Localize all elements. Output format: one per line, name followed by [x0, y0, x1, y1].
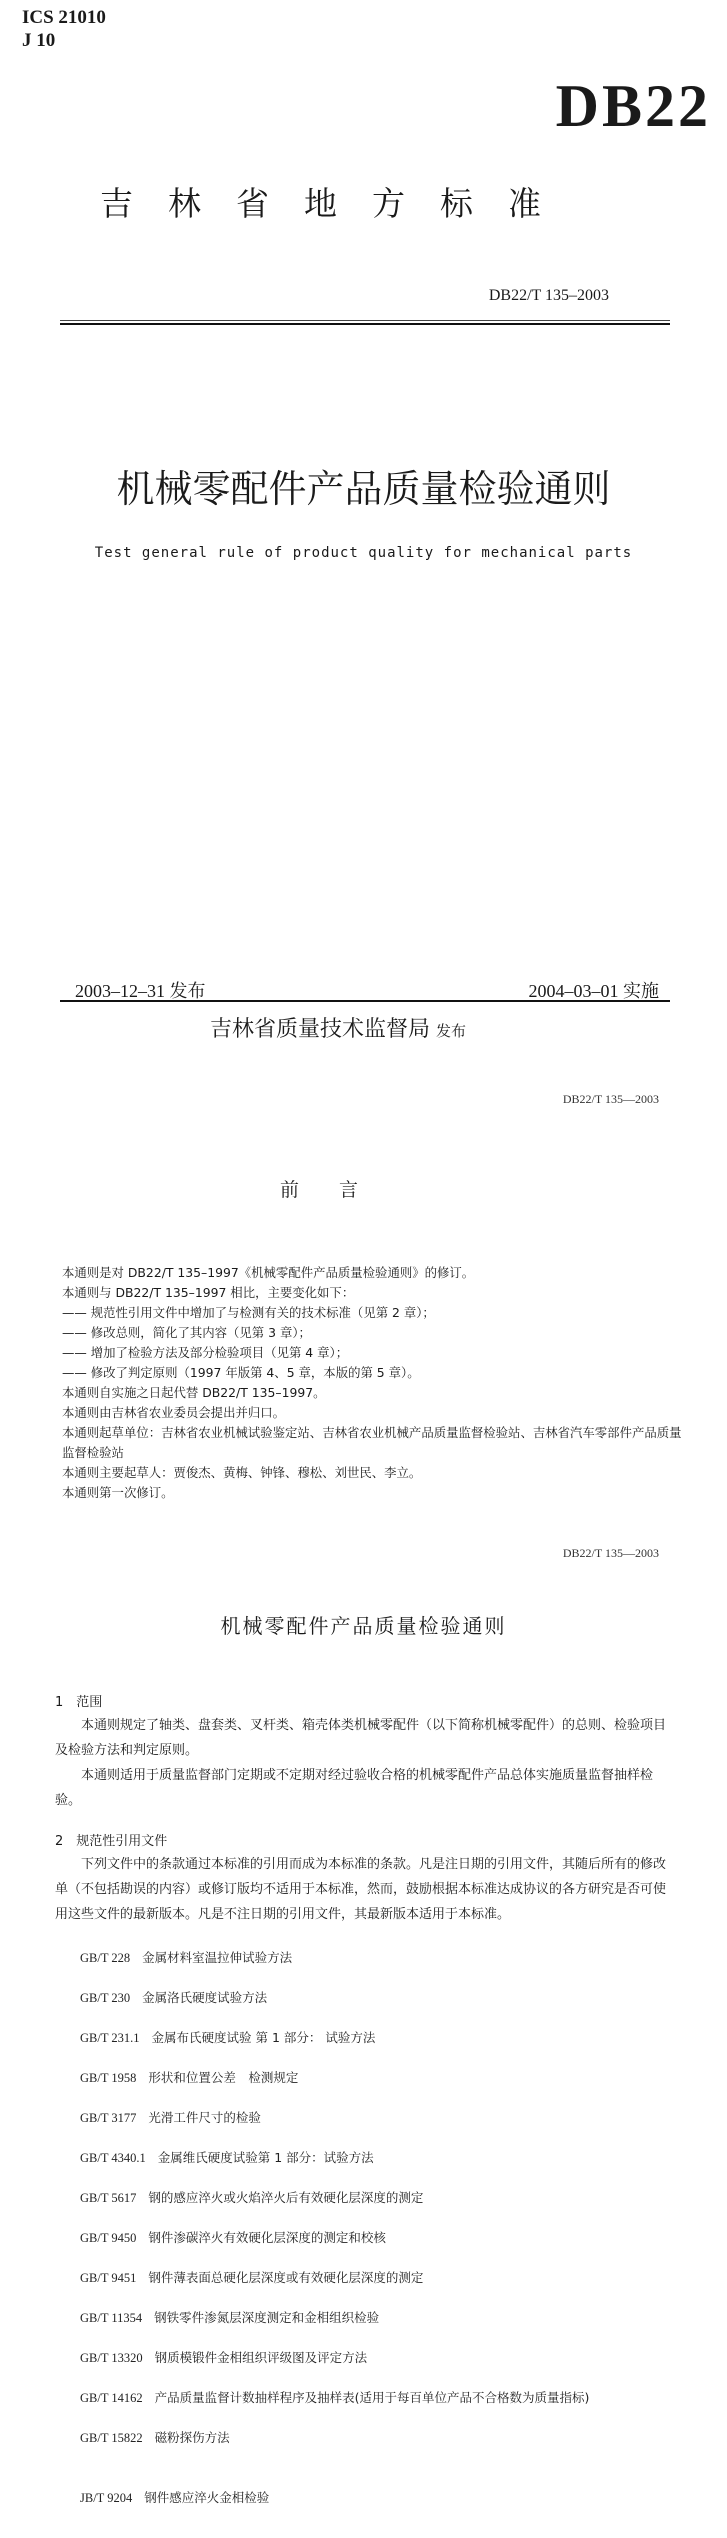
body-header-code: DB22/T 135—2003	[562, 1546, 659, 1560]
standard-number: DB22/T 135–2003	[488, 287, 609, 304]
section-2-paragraph-1: 下列文件中的条款通过本标准的引用而成为本标准的条款。凡是注日期的引用文件，其随后所有的修改单（不包括勘误的内容）或修订版均不适用于本标准，然而，鼓励根据本标准达成协议的各方研究是否可使用这些文件的最新版本。凡是不注日期的引用文件，其最新版本适用于本标准。	[55, 1857, 667, 1922]
reference-name: 钢的感应淬火或火焰淬火后有效硬化层深度的测定	[148, 2190, 424, 2205]
reference-code: GB/T 15822	[80, 2431, 143, 2445]
reference-code: GB/T 228	[80, 1951, 131, 1965]
reference-item	[80, 2068, 680, 2088]
preface-body	[62, 1263, 682, 1503]
reference-name: 钢质模锻件金相组织评级图及评定方法	[154, 2350, 368, 2365]
preface-line: 本通则自实施之日起代替 DB22/T 135–1997。	[62, 1385, 326, 1400]
preface-line: 本通则是对 DB22/T 135–1997《机械零配件产品质量检验通则》的修订。	[62, 1265, 475, 1280]
preface-header-code: DB22/T 135—2003	[562, 1092, 659, 1106]
standard-type: 吉林省地方标准	[100, 184, 576, 223]
reference-name: 钢件感应淬火金相检验	[144, 2490, 270, 2505]
reference-item	[80, 2348, 680, 2368]
reference-item	[80, 2308, 680, 2328]
preface-line: 本通则与 DB22/T 135–1997 相比，主要变化如下：	[62, 1285, 355, 1300]
issuer	[210, 1012, 466, 1043]
reference-name: 钢件渗碳淬火有效硬化层深度的测定和校核	[148, 2230, 386, 2245]
reference-code: GB/T 230	[80, 1991, 131, 2005]
reference-item	[80, 2028, 680, 2048]
effective-date: 2004–03–01 实施	[528, 981, 659, 1001]
section-2-text	[55, 1852, 675, 1927]
reference-name: 金属布氏硬度试验 第 1 部分： 试验方法	[151, 2030, 376, 2045]
document-title: 机械零配件产品质量检验通则	[116, 467, 611, 511]
preface-line: —— 修改了判定原则（1997 年版第 4、5 章，本版的第 5 章）。	[62, 1365, 420, 1380]
body-title: 机械零配件产品质量检验通则	[220, 1614, 507, 1638]
reference-name: 光滑工件尺寸的检验	[148, 2110, 261, 2125]
document-subtitle-en: Test general rule of product quality for mechanical parts	[94, 545, 633, 561]
reference-item	[80, 1948, 680, 1968]
reference-name: 形状和位置公差 检测规定	[148, 2070, 299, 2085]
section-1-heading: 1 范围	[55, 1695, 103, 1710]
reference-code: GB/T 13320	[80, 2351, 143, 2365]
reference-item	[80, 2388, 680, 2408]
reference-code: GB/T 3177	[80, 2111, 137, 2125]
reference-item	[80, 2108, 680, 2128]
reference-name: 金属材料室温拉伸试验方法	[142, 1950, 293, 1965]
reference-code: GB/T 1958	[80, 2071, 137, 2085]
reference-code: JB/T 9204	[80, 2491, 133, 2505]
issue-date: 2003–12–31 发布	[75, 981, 206, 1001]
section-1-paragraph-2: 本通则适用于质量监督部门定期或不定期对经过验收合格的机械零配件产品总体实施质量监督抽样检验。	[55, 1768, 654, 1808]
reference-item	[80, 2268, 680, 2288]
reference-name: 金属洛氏硬度试验方法	[142, 1990, 268, 2005]
section-1-paragraph-1: 本通则规定了轴类、盘套类、叉杆类、箱壳体类机械零配件（以下简称机械零配件）的总则、检验项目及检验方法和判定原则。	[55, 1718, 667, 1758]
reference-item	[80, 2148, 680, 2168]
reference-name: 钢铁零件渗氮层深度测定和金相组织检验	[154, 2310, 380, 2325]
preface-line: —— 增加了检验方法及部分检验项目（见第 4 章）；	[62, 1345, 349, 1360]
issuer-name: 吉林省质量技术监督局	[210, 1017, 431, 1042]
reference-code: GB/T 14162	[80, 2391, 143, 2405]
reference-item	[80, 2428, 680, 2448]
reference-name: 金属维氏硬度试验第 1 部分：试验方法	[157, 2150, 374, 2165]
db-logo: DB22	[555, 73, 711, 139]
reference-code: GB/T 5617	[80, 2191, 137, 2205]
preface-heading: 前言	[280, 1179, 399, 1201]
issuer-suffix: 发布	[436, 1022, 467, 1040]
reference-code: GB/T 9451	[80, 2271, 137, 2285]
reference-name: 磁粉探伤方法	[154, 2430, 230, 2445]
bottom-divider	[60, 1000, 670, 1002]
reference-item	[80, 2488, 680, 2508]
reference-item	[80, 1988, 680, 2008]
preface-line: 本通则起草单位：吉林省农业机械试验鉴定站、吉林省农业机械产品质量监督检验站、吉林省汽车零部件产品质量监督检验站	[62, 1425, 682, 1460]
reference-item	[80, 2228, 680, 2248]
top-divider	[60, 320, 670, 321]
ics-number: ICS 21010	[22, 7, 106, 28]
reference-code: GB/T 4340.1	[80, 2151, 146, 2165]
section-1-text	[55, 1713, 675, 1813]
reference-name: 钢件薄表面总硬化层深度或有效硬化层深度的测定	[148, 2270, 424, 2285]
section-2-heading: 2 规范性引用文件	[55, 1834, 168, 1849]
reference-code: GB/T 9450	[80, 2231, 137, 2245]
preface-line: 本通则由吉林省农业委员会提出并归口。	[62, 1405, 286, 1420]
reference-name: 产品质量监督计数抽样程序及抽样表(适用于每百单位产品不合格数为质量指标)	[154, 2390, 590, 2405]
preface-line: —— 规范性引用文件中增加了与检测有关的技术标准（见第 2 章）；	[62, 1305, 435, 1320]
top-divider-bold	[60, 323, 670, 325]
preface-line: 本通则主要起草人：贾俊杰、黄梅、钟锋、穆松、刘世民、李立。	[62, 1465, 422, 1480]
classification-code: J 10	[22, 30, 56, 51]
reference-code: GB/T 231.1	[80, 2031, 140, 2045]
reference-item	[80, 2188, 680, 2208]
ics-code	[22, 6, 106, 52]
reference-code: GB/T 11354	[80, 2311, 143, 2325]
preface-line: 本通则第一次修订。	[62, 1485, 174, 1500]
preface-line: —— 修改总则，简化了其内容（见第 3 章）；	[62, 1325, 311, 1340]
